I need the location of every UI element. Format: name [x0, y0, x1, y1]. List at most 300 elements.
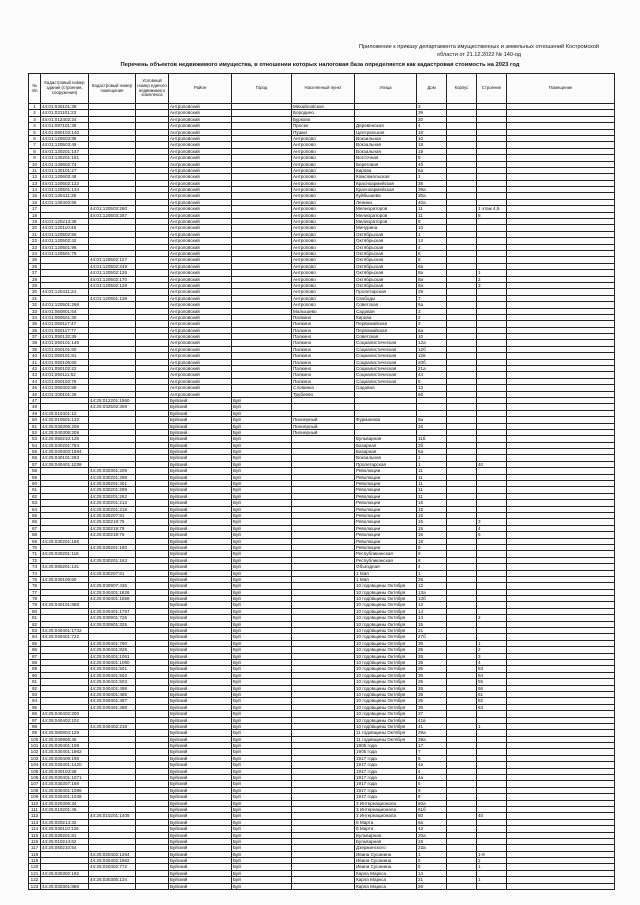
cell-street: 10 годовщины Октября [355, 583, 417, 589]
cell-number: 35 [29, 321, 41, 327]
cell-room-cadastral-number: 44:25:040401:498 [89, 686, 136, 692]
cell-building-cadastral-number: 44:25:040101:888 [41, 602, 89, 608]
cell-house: 1 [417, 571, 447, 577]
cell-city: Буй [232, 532, 292, 538]
cell-district: Буйский [169, 455, 232, 461]
cell-locality: Антропово [292, 238, 355, 244]
cell-structure: 3 [477, 519, 507, 525]
document-title: Перечень объектов недвижимого имущества, в отношении которых налоговая база определяется как кадастровая стоимость на 2023 год [120, 62, 520, 68]
cell-number: 52 [29, 430, 41, 436]
cell-house: 6а [417, 417, 447, 423]
cell-house: 8а [417, 264, 447, 270]
cell-street: 1917 года [355, 762, 417, 768]
cell-number: 85 [29, 641, 41, 647]
cell-locality: Палкино [292, 340, 355, 346]
cell-district: Буйский [169, 634, 232, 640]
cell-street: 10 годовщины Октября [355, 609, 417, 615]
cell-number: 91 [29, 679, 41, 685]
cell-house: 6а [417, 449, 447, 455]
cell-locality: Антропово [292, 245, 355, 251]
cell-street: 1917 года [355, 769, 417, 775]
cell-street: Мелиораторов [355, 206, 417, 212]
cell-city: Буй [232, 615, 292, 621]
cell-house: 66 [417, 392, 447, 398]
cell-house: 35 [417, 641, 447, 647]
cell-structure: 61 [477, 692, 507, 698]
cell-district: Буйский [169, 436, 232, 442]
cell-house: 18 [417, 539, 447, 545]
cell-city: Буй [232, 404, 292, 410]
cell-street: 10 годовщины Октября [355, 711, 417, 717]
cell-city: Буй [232, 877, 292, 883]
cell-number: 115 [29, 833, 41, 839]
cell-street: Мелиораторов [355, 213, 417, 219]
cell-house: 27б [417, 634, 447, 640]
cell-city: Буй [232, 590, 292, 596]
cell-district: Буйский [169, 622, 232, 628]
header-house: Дом [417, 74, 447, 104]
cell-district: Антроповский [169, 283, 232, 289]
cell-number: 11 [29, 168, 41, 174]
cell-district: Антроповский [169, 142, 232, 148]
cell-house: 4а [417, 762, 447, 768]
cell-street: Республиканская [355, 551, 417, 557]
cell-house: 6а [417, 168, 447, 174]
cell-street: Мелиораторов [355, 219, 417, 225]
cell-locality [292, 884, 355, 890]
cell-district: Буйский [169, 487, 232, 493]
cell-room-cadastral-number: 44:01:120502:249 [89, 264, 136, 270]
cell-house: 21а [417, 366, 447, 372]
cell-city: Буй [232, 583, 292, 589]
cell-house: 4а [417, 775, 447, 781]
cell-number: 76 [29, 583, 41, 589]
cell-building-cadastral-number: 44:01:120110:45 [41, 225, 89, 231]
cell-city: Буй [232, 513, 292, 519]
cell-city: Буй [232, 724, 292, 730]
cell-house: 8 [417, 558, 447, 564]
cell-building-cadastral-number: 44:25:010501:132 [41, 417, 89, 423]
cell-district: Антроповский [169, 155, 232, 161]
cell-district: Буйский [169, 539, 232, 545]
cell-house: 4 [417, 245, 447, 251]
cell-district: Буйский [169, 571, 232, 577]
cell-number: 117 [29, 845, 41, 851]
cell-number: 77 [29, 590, 41, 596]
cell-locality: Антропово [292, 142, 355, 148]
cell-house: 39 [417, 110, 447, 116]
cell-locality: Антропово [292, 168, 355, 174]
cell-locality: Антропово [292, 283, 355, 289]
cell-building-cadastral-number: 44:25:030401:1039 [41, 794, 89, 800]
cell-structure: 5 [477, 532, 507, 538]
cell-street: 10 годовщины Октября [355, 628, 417, 634]
cell-street: Бульварная [355, 839, 417, 845]
cell-locality: Антропово [292, 264, 355, 270]
cell-locality: Антропово [292, 200, 355, 206]
cell-city: Буй [232, 411, 292, 417]
cell-house: 1 [417, 174, 447, 180]
cell-street: Октябрьская [355, 238, 417, 244]
cell-structure: 1 [477, 724, 507, 730]
cell-district: Буйский [169, 532, 232, 538]
cell-locality: Палкино [292, 360, 355, 366]
cell-city: Буй [232, 628, 292, 634]
cell-house: 21 [417, 628, 447, 634]
cell-building-cadastral-number: 44:25:040402:200 [41, 711, 89, 717]
cell-house: 13б [417, 596, 447, 602]
cell-number: 20 [29, 225, 41, 231]
cell-number: 100 [29, 737, 41, 743]
header-number: № п/п [29, 74, 41, 104]
cell-building-cadastral-number: 44:01:031101:23 [41, 110, 89, 116]
cell-locality: Пионерный [292, 424, 355, 430]
cell-building-cadastral-number: 44:01:050132:39 [41, 334, 89, 340]
cell-building-cadastral-number: 44:25:040402:102 [41, 718, 89, 724]
cell-street: 10 годовщины Октября [355, 686, 417, 692]
cell-city: Буй [232, 571, 292, 577]
cell-city: Буй [232, 673, 292, 679]
cell-structure: 1 [477, 641, 507, 647]
cell-street: Революции [355, 475, 417, 481]
cell-locality: Просек [292, 123, 355, 129]
cell-locality: Палкино [292, 328, 355, 334]
cell-district: Буйский [169, 839, 232, 845]
cell-city: Буй [232, 852, 292, 858]
cell-street: Революции [355, 500, 417, 506]
cell-number: 114 [29, 826, 41, 832]
cell-city: Буй [232, 775, 292, 781]
cell-structure: 62 [477, 698, 507, 704]
cell-number: 98 [29, 724, 41, 730]
cell-district: Буйский [169, 871, 232, 877]
cell-city: Буй [232, 564, 292, 570]
cell-number: 101 [29, 743, 41, 749]
cell-street: Ивана Сусанина [355, 858, 417, 864]
cell-building-cadastral-number: 44:25:030301:886 [41, 884, 89, 890]
cell-house: 14 [417, 615, 447, 621]
cell-number: 36 [29, 328, 41, 334]
cell-room-cadastral-number: 44:25:030219:75 [89, 532, 136, 538]
cell-building-cadastral-number: 44:25:010201:46 [41, 807, 89, 813]
cell-street: Мичурина [355, 225, 417, 231]
cell-building-cadastral-number: 44:01:012402:24 [41, 117, 89, 123]
cell-district: Буйский [169, 730, 232, 736]
cell-locality: Палкино [292, 366, 355, 372]
cell-city: Буй [232, 743, 292, 749]
cell-street: 10 годовщины Октября [355, 679, 417, 685]
cell-number: 6 [29, 136, 41, 142]
cell-street: Октябрьская [355, 251, 417, 257]
cell-district: Антроповский [169, 334, 232, 340]
cell-number: 65 [29, 513, 41, 519]
cell-building-cadastral-number: 44:01:100101:28 [41, 392, 89, 398]
cell-city: Буй [232, 577, 292, 583]
cell-house: 6 [417, 864, 447, 870]
cell-number: 119 [29, 858, 41, 864]
cell-house: 8а [417, 277, 447, 283]
appendix-note-line-2: области от 21.12.2022 № 140-од [436, 52, 522, 58]
cell-street: Социалистическая [355, 372, 417, 378]
cell-district: Буйский [169, 545, 232, 551]
cell-city: Буй [232, 679, 292, 685]
cell-number: 37 [29, 334, 41, 340]
cell-locality: Палкино [292, 372, 355, 378]
cell-number: 97 [29, 718, 41, 724]
cell-street: 10 годовщины Октября [355, 718, 417, 724]
cell-locality: Антропово [292, 149, 355, 155]
cell-city: Буй [232, 436, 292, 442]
cell-number: 27 [29, 270, 41, 276]
cell-street: 10 годовщины Октября [355, 666, 417, 672]
cell-room-cadastral-number: 44:25:040401:502 [89, 673, 136, 679]
cell-city: Буй [232, 558, 292, 564]
cell-street: 10 годовщины Октября [355, 641, 417, 647]
cell-building-cadastral-number: 44:01:050101:60 [41, 347, 89, 353]
cell-building-cadastral-number: 44:01:130403:66 [41, 200, 89, 206]
cell-street: 8 Марта [355, 826, 417, 832]
cell-structure: 63 [477, 705, 507, 711]
cell-city: Буй [232, 826, 292, 832]
cell-district: Буйский [169, 583, 232, 589]
cell-number: 3 [29, 117, 41, 123]
cell-street: Красноармейская [355, 181, 417, 187]
cell-city: Буй [232, 820, 292, 826]
cell-locality: Антропово [292, 232, 355, 238]
cell-city: Буй [232, 858, 292, 864]
cell-locality: Палкино [292, 334, 355, 340]
cell-structure: 56 [477, 686, 507, 692]
cell-city: Буй [232, 730, 292, 736]
cell-number: 109 [29, 794, 41, 800]
cell-street: Береговая [355, 162, 417, 168]
cell-house: 3 [417, 321, 447, 327]
cell-locality: Антропово [292, 289, 355, 295]
cell-street: Комсомольская [355, 174, 417, 180]
cell-city: Буй [232, 494, 292, 500]
table-body [29, 104, 615, 890]
cell-number: 118 [29, 852, 41, 858]
cell-house: 3 [417, 309, 447, 315]
cell-street: 1917 года [355, 775, 417, 781]
cell-number: 15 [29, 193, 41, 199]
cell-street: Садовая [355, 385, 417, 391]
cell-city: Буй [232, 519, 292, 525]
cell-street: Первомайская [355, 321, 417, 327]
cell-district: Буйский [169, 801, 232, 807]
cell-building-cadastral-number: 44:25:080201:131 [41, 564, 89, 570]
cell-city: Буй [232, 660, 292, 666]
cell-street: Ленина [355, 200, 417, 206]
cell-district: Буйский [169, 417, 232, 423]
cell-number: 121 [29, 871, 41, 877]
cell-house: 11 [417, 213, 447, 219]
cell-city: Буй [232, 807, 292, 813]
cell-street: Октябрьская [355, 270, 417, 276]
cell-district: Антроповский [169, 353, 232, 359]
cell-district: Буйский [169, 794, 232, 800]
cell-house: 12б [417, 347, 447, 353]
cell-number: 92 [29, 686, 41, 692]
cell-district: Буйский [169, 577, 232, 583]
cell-locality: Палкино [292, 321, 355, 327]
cell-city: Буй [232, 864, 292, 870]
cell-district: Буйский [169, 762, 232, 768]
cell-house: 15 [417, 622, 447, 628]
cell-room-cadastral-number: 44:25:040401:488 [89, 705, 136, 711]
cell-number: 116 [29, 839, 41, 845]
cell-locality: Антропово [292, 225, 355, 231]
cell-city: Буй [232, 443, 292, 449]
cell-street: Революции [355, 526, 417, 532]
cell-house: 12а [417, 340, 447, 346]
cell-street: Ивана Сусанина [355, 852, 417, 858]
cell-locality: Бурково [292, 117, 355, 123]
cell-district: Буйский [169, 724, 232, 730]
cell-building-cadastral-number: 44:25:040303:1564 [41, 449, 89, 455]
cell-number: 108 [29, 788, 41, 794]
header-city: Город [232, 74, 292, 104]
cell-street: Вокзальная [355, 149, 417, 155]
cell-district: Антроповский [169, 302, 232, 308]
cell-number: 105 [29, 769, 41, 775]
cell-building-cadastral-number: 44:25:030201:81 [41, 833, 89, 839]
cell-room-cadastral-number [89, 884, 136, 890]
cell-house: 6а [417, 302, 447, 308]
cell-district: Буйский [169, 443, 232, 449]
cell-locality: Антропово [292, 174, 355, 180]
cell-number: 81 [29, 615, 41, 621]
cell-locality: Пушки [292, 130, 355, 136]
cell-locality: Словинка [292, 385, 355, 391]
cell-street: 10 годовщины Октября [355, 724, 417, 730]
cell-number: 67 [29, 526, 41, 532]
cell-district: Антроповский [169, 110, 232, 116]
cell-street: 1917 года [355, 794, 417, 800]
cell-house: 8 [417, 219, 447, 225]
property-table [28, 73, 615, 890]
cell-city: Буй [232, 449, 292, 455]
cell-building-cadastral-number: 44:25:030401:1420 [41, 762, 89, 768]
cell-street: 1 Мая [355, 571, 417, 577]
header-district: Район [169, 74, 232, 104]
cell-number: 70 [29, 545, 41, 551]
cell-city: Буй [232, 475, 292, 481]
header-locality: Населенный пункт [292, 74, 355, 104]
cell-room-cadastral-number: 44:25:030219:79 [89, 526, 136, 532]
cell-city: Буй [232, 737, 292, 743]
cell-room-cadastral-number: 44:25:040401:828 [89, 647, 136, 653]
cell-number: 90 [29, 673, 41, 679]
cell-district: Антроповский [169, 360, 232, 366]
cell-house: 4 [417, 564, 447, 570]
cell-house: 4 [417, 769, 447, 775]
cell-building-cadastral-number: 44:25:030401:108 [41, 743, 89, 749]
cell-room-cadastral-number: 44:25:012201:1860 [89, 398, 136, 404]
cell-number: 79 [29, 602, 41, 608]
cell-number: 99 [29, 730, 41, 736]
cell-number: 113 [29, 820, 41, 826]
cell-building-cadastral-number: 44:01:130201:161 [41, 155, 89, 161]
cell-house: 13а [417, 590, 447, 596]
cell-number: 68 [29, 532, 41, 538]
cell-number: 28 [29, 277, 41, 283]
cell-district: Антроповский [169, 270, 232, 276]
cell-house: 8 [417, 756, 447, 762]
cell-locality: Антропово [292, 181, 355, 187]
cell-number: 111 [29, 807, 41, 813]
cell-district: Буйский [169, 609, 232, 615]
cell-district: Антроповский [169, 264, 232, 270]
cell-number: 44 [29, 379, 41, 385]
cell-house: 21 [417, 877, 447, 883]
cell-street: Социалистическая [355, 353, 417, 359]
cell-locality: Антропово [292, 302, 355, 308]
cell-house: 35 [417, 647, 447, 653]
cell-house: 14 [417, 871, 447, 877]
cell-building-cadastral-number: 44:01:120501:75 [41, 251, 89, 257]
cell-city: Буй [232, 692, 292, 698]
cell-room-cadastral-number: 44:01:120501:138 [89, 296, 136, 302]
cell-house: 2б [417, 443, 447, 449]
cell-structure: 40 [477, 462, 507, 468]
cell-house: 26 [417, 884, 447, 890]
cell-district: Буйский [169, 475, 232, 481]
cell-house: 8 [417, 794, 447, 800]
cell-number: 95 [29, 705, 41, 711]
cell-number: 2 [29, 110, 41, 116]
cell-building-cadastral-number: 44:01:120502:42 [41, 238, 89, 244]
cell-district: Буйский [169, 564, 232, 570]
cell-number: 16 [29, 200, 41, 206]
header-room-cadastral-number: Кадастровый номер помещения [89, 74, 136, 104]
cell-district: Буйский [169, 743, 232, 749]
cell-house: 7 [417, 296, 447, 302]
cell-city: Буй [232, 462, 292, 468]
cell-street: 1905 года [355, 743, 417, 749]
cell-building-cadastral-number: 44:01:050102:22 [41, 366, 89, 372]
cell-district: Антроповский [169, 168, 232, 174]
cell-house: 10 [417, 225, 447, 231]
cell-number: 50 [29, 417, 41, 423]
cell-house: 11 [417, 494, 447, 500]
cell-number: 32 [29, 302, 41, 308]
cell-street: Восточная [355, 155, 417, 161]
cell-street: Советская [355, 334, 417, 340]
cell-house: 35 [417, 660, 447, 666]
cell-city: Буй [232, 551, 292, 557]
cell-number: 1 [29, 104, 41, 110]
cell-street: Бульварная [355, 436, 417, 442]
header-complex-conditional-number: Условный номер единого недвижимого комплекса [136, 74, 169, 104]
cell-room-cadastral-number: 44:25:040401:1060 [89, 660, 136, 666]
cell-city: Буй [232, 871, 292, 877]
cell-house: 7 [417, 749, 447, 755]
cell-district: Буйский [169, 775, 232, 781]
cell-room-cadastral-number: 44:25:040401:487 [89, 698, 136, 704]
cell-number: 13 [29, 181, 41, 187]
cell-district: Буйский [169, 596, 232, 602]
cell-number: 19 [29, 219, 41, 225]
cell-building-cadastral-number: 44:25:040401:722 [41, 634, 89, 640]
cell-locality: Пионерный [292, 430, 355, 436]
cell-house: 35 [417, 698, 447, 704]
cell-city: Буй [232, 845, 292, 851]
cell-locality: Антропово [292, 187, 355, 193]
cell-house: 5 [417, 155, 447, 161]
cell-number: 46 [29, 392, 41, 398]
cell-street: Карла Маркса [355, 871, 417, 877]
